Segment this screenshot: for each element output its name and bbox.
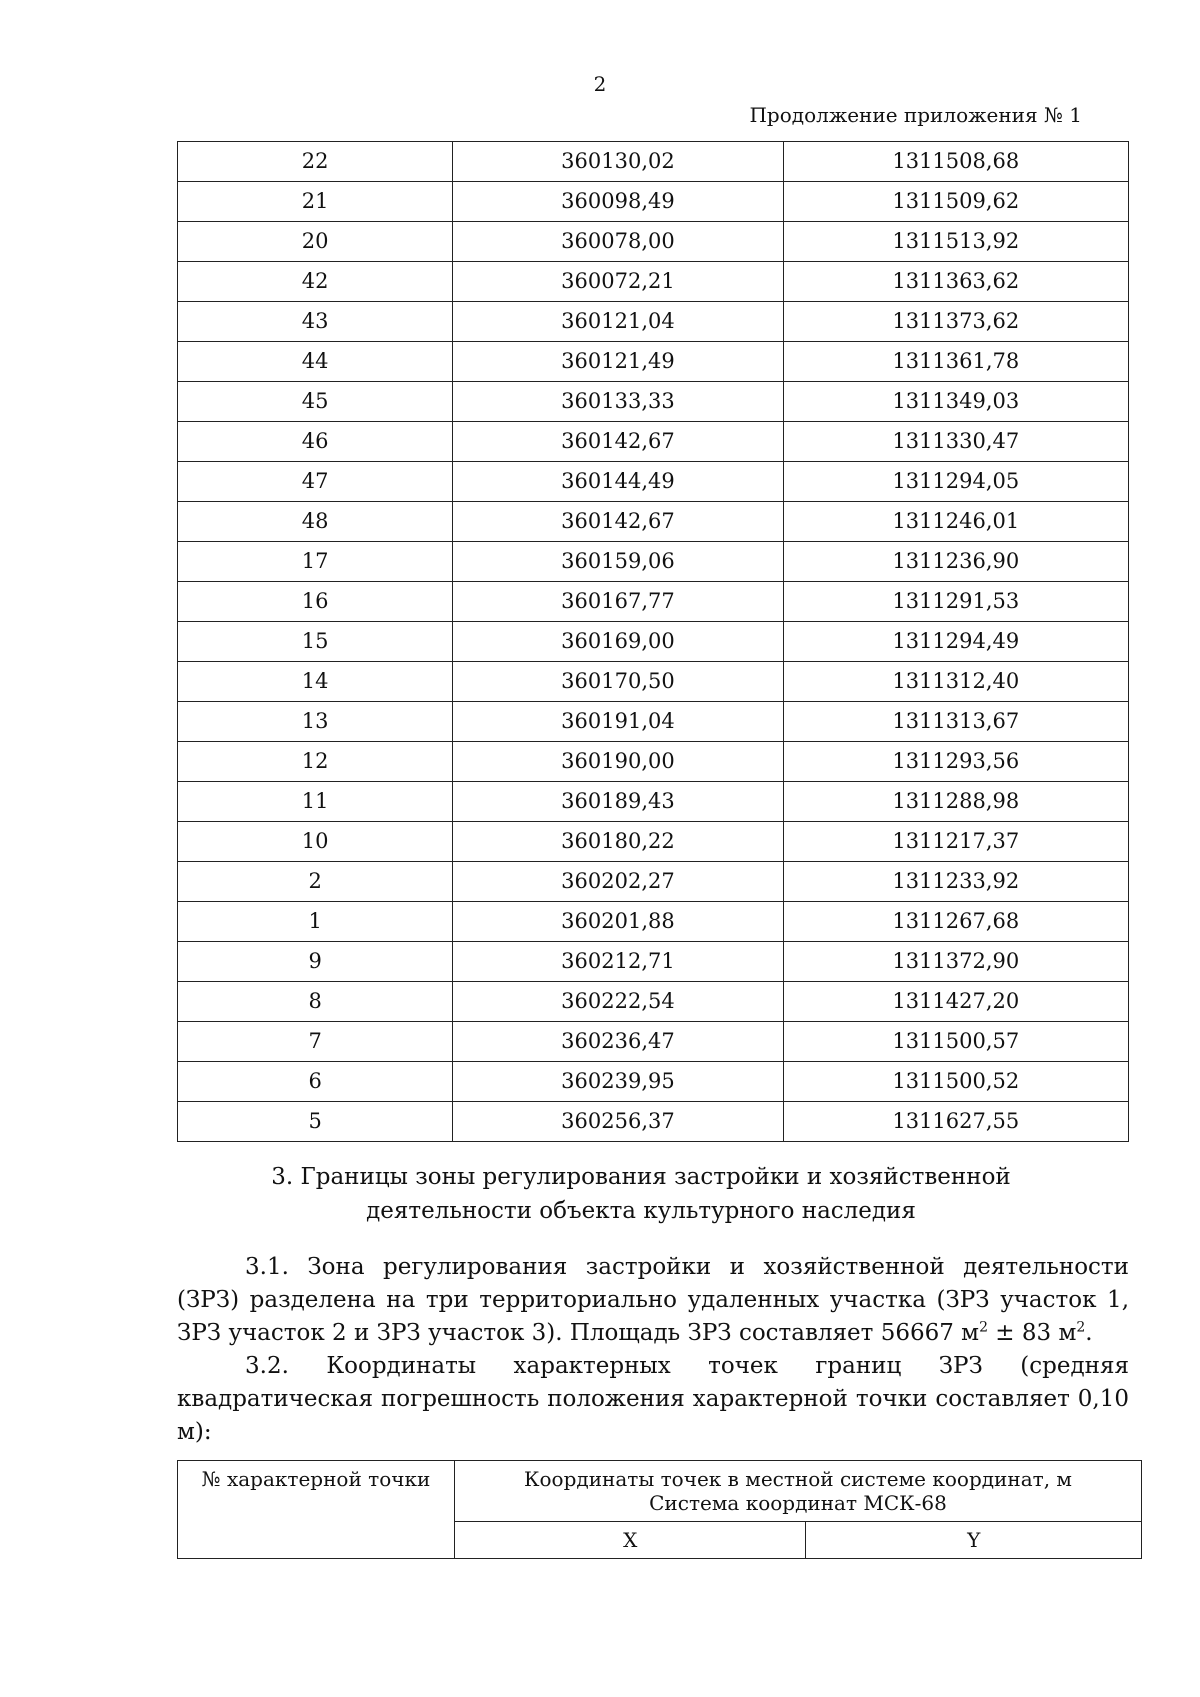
point-number-cell: 20: [178, 222, 453, 262]
point-number-cell: 17: [178, 542, 453, 582]
y-coordinate-cell: 1311294,49: [783, 622, 1128, 662]
point-number-cell: 15: [178, 622, 453, 662]
x-coordinate-cell: 360239,95: [453, 1062, 783, 1102]
y-coordinate-cell: 1311500,52: [783, 1062, 1128, 1102]
paragraph-3-2-text: 3.2. Координаты характерных точек границ ЗРЗ (средняя квадратическая погрешность положения характерной точки составляет 0,10 м):: [177, 1353, 1129, 1445]
y-coordinate-cell: 1311288,98: [783, 782, 1128, 822]
point-number-cell: 47: [178, 462, 453, 502]
point-number-cell: 22: [178, 142, 453, 182]
x-coordinate-cell: 360121,49: [453, 342, 783, 382]
table-row: [178, 222, 1129, 262]
point-number-cell: 8: [178, 982, 453, 1022]
point-number-cell: 14: [178, 662, 453, 702]
table-row: [178, 1022, 1129, 1062]
point-number-cell: 21: [178, 182, 453, 222]
y-coordinate-cell: 1311313,67: [783, 702, 1128, 742]
y-coordinate-cell: 1311294,05: [783, 462, 1128, 502]
point-number-cell: 5: [178, 1102, 453, 1142]
point-number-cell: 48: [178, 502, 453, 542]
x-coordinate-cell: 360202,27: [453, 862, 783, 902]
x-coordinate-cell: 360189,43: [453, 782, 783, 822]
x-coordinate-cell: 360190,00: [453, 742, 783, 782]
paragraph-3-2: [177, 1350, 1129, 1449]
coordinates-header: [455, 1461, 1142, 1522]
coordinates-header-table: [177, 1460, 1142, 1559]
point-number-cell: 7: [178, 1022, 453, 1062]
x-header: X: [455, 1522, 806, 1559]
table-row: [178, 742, 1129, 782]
table-row: [178, 982, 1129, 1022]
y-coordinate-cell: 1311236,90: [783, 542, 1128, 582]
y-coordinate-cell: 1311361,78: [783, 342, 1128, 382]
x-coordinate-cell: 360191,04: [453, 702, 783, 742]
point-number-cell: 42: [178, 262, 453, 302]
y-coordinate-cell: 1311373,62: [783, 302, 1128, 342]
coordinates-table: [177, 141, 1129, 1142]
x-coordinate-cell: 360169,00: [453, 622, 783, 662]
y-coordinate-cell: 1311217,37: [783, 822, 1128, 862]
x-coordinate-cell: 360180,22: [453, 822, 783, 862]
x-coordinate-cell: 360144,49: [453, 462, 783, 502]
x-coordinate-cell: 360201,88: [453, 902, 783, 942]
point-number-cell: 44: [178, 342, 453, 382]
x-coordinate-cell: 360072,21: [453, 262, 783, 302]
table-row: [178, 462, 1129, 502]
point-number-cell: 6: [178, 1062, 453, 1102]
point-number-cell: 45: [178, 382, 453, 422]
paragraph-3-1: [177, 1251, 1129, 1350]
x-coordinate-cell: 360159,06: [453, 542, 783, 582]
table-row: [178, 182, 1129, 222]
y-coordinate-cell: 1311508,68: [783, 142, 1128, 182]
section-title: [191, 1160, 1091, 1228]
x-coordinate-cell: 360212,71: [453, 942, 783, 982]
x-coordinate-cell: 360130,02: [453, 142, 783, 182]
x-coordinate-cell: 360133,33: [453, 382, 783, 422]
x-coordinate-cell: 360142,67: [453, 422, 783, 462]
y-coordinate-cell: 1311291,53: [783, 582, 1128, 622]
y-coordinate-cell: 1311293,56: [783, 742, 1128, 782]
point-number-cell: 1: [178, 902, 453, 942]
y-coordinate-cell: 1311246,01: [783, 502, 1128, 542]
table-row: [178, 782, 1129, 822]
table-row: [178, 1062, 1129, 1102]
table-row: [178, 382, 1129, 422]
y-coordinate-cell: 1311627,55: [783, 1102, 1128, 1142]
section-title-line1: 3. Границы зоны регулирования застройки и хозяйственной: [271, 1164, 1011, 1190]
point-number-cell: 12: [178, 742, 453, 782]
y-header: Y: [806, 1522, 1142, 1559]
paragraph-3-1-mid: ± 83 м: [988, 1320, 1077, 1346]
coordinates-header-line2: Система координат МСК-68: [649, 1491, 947, 1515]
x-coordinate-cell: 360098,49: [453, 182, 783, 222]
table-row: [178, 862, 1129, 902]
table-row: [178, 662, 1129, 702]
table-row: [178, 902, 1129, 942]
paragraph-3-1-end: .: [1085, 1320, 1093, 1346]
x-coordinate-cell: 360236,47: [453, 1022, 783, 1062]
table-row: [178, 502, 1129, 542]
section-title-line2: деятельности объекта культурного наследия: [366, 1198, 916, 1224]
table-row: [178, 542, 1129, 582]
x-coordinate-cell: 360121,04: [453, 302, 783, 342]
x-coordinate-cell: 360142,67: [453, 502, 783, 542]
superscript: 2: [979, 1319, 988, 1336]
table-row: [178, 582, 1129, 622]
point-number-cell: 16: [178, 582, 453, 622]
point-number-header: № характерной точки: [178, 1461, 455, 1559]
y-coordinate-cell: 1311267,68: [783, 902, 1128, 942]
table-row: [178, 142, 1129, 182]
y-coordinate-cell: 1311372,90: [783, 942, 1128, 982]
continuation-label: Продолжение приложения № 1: [749, 103, 1082, 127]
table-row: [178, 302, 1129, 342]
superscript: 2: [1076, 1319, 1086, 1336]
y-coordinate-cell: 1311312,40: [783, 662, 1128, 702]
table-row: [178, 262, 1129, 302]
point-number-cell: 2: [178, 862, 453, 902]
y-coordinate-cell: 1311233,92: [783, 862, 1128, 902]
point-number-cell: 9: [178, 942, 453, 982]
y-coordinate-cell: 1311513,92: [783, 222, 1128, 262]
y-coordinate-cell: 1311363,62: [783, 262, 1128, 302]
y-coordinate-cell: 1311427,20: [783, 982, 1128, 1022]
x-coordinate-cell: 360170,50: [453, 662, 783, 702]
table-row: [178, 422, 1129, 462]
y-coordinate-cell: 1311509,62: [783, 182, 1128, 222]
table-row: [178, 942, 1129, 982]
table-row: [178, 822, 1129, 862]
x-coordinate-cell: 360256,37: [453, 1102, 783, 1142]
table-row: [178, 342, 1129, 382]
point-number-cell: 11: [178, 782, 453, 822]
paragraph-3-1-text: 3.1. Зона регулирования застройки и хозяйственной деятельности (ЗРЗ) разделена на три территориально удаленных участка (ЗРЗ участок 1, ЗРЗ участок 2 и ЗРЗ участок 3). Площадь ЗРЗ составляет 56667 м: [177, 1254, 1129, 1346]
table-row: [178, 622, 1129, 662]
point-number-cell: 43: [178, 302, 453, 342]
table-row: [178, 1102, 1129, 1142]
y-coordinate-cell: 1311500,57: [783, 1022, 1128, 1062]
coordinates-header-line1: Координаты точек в местной системе координат, м: [524, 1467, 1072, 1491]
x-coordinate-cell: 360167,77: [453, 582, 783, 622]
page-number: 2: [593, 72, 607, 96]
y-coordinate-cell: 1311349,03: [783, 382, 1128, 422]
point-number-cell: 10: [178, 822, 453, 862]
x-coordinate-cell: 360222,54: [453, 982, 783, 1022]
y-coordinate-cell: 1311330,47: [783, 422, 1128, 462]
x-coordinate-cell: 360078,00: [453, 222, 783, 262]
point-number-cell: 13: [178, 702, 453, 742]
table-row: [178, 702, 1129, 742]
point-number-cell: 46: [178, 422, 453, 462]
